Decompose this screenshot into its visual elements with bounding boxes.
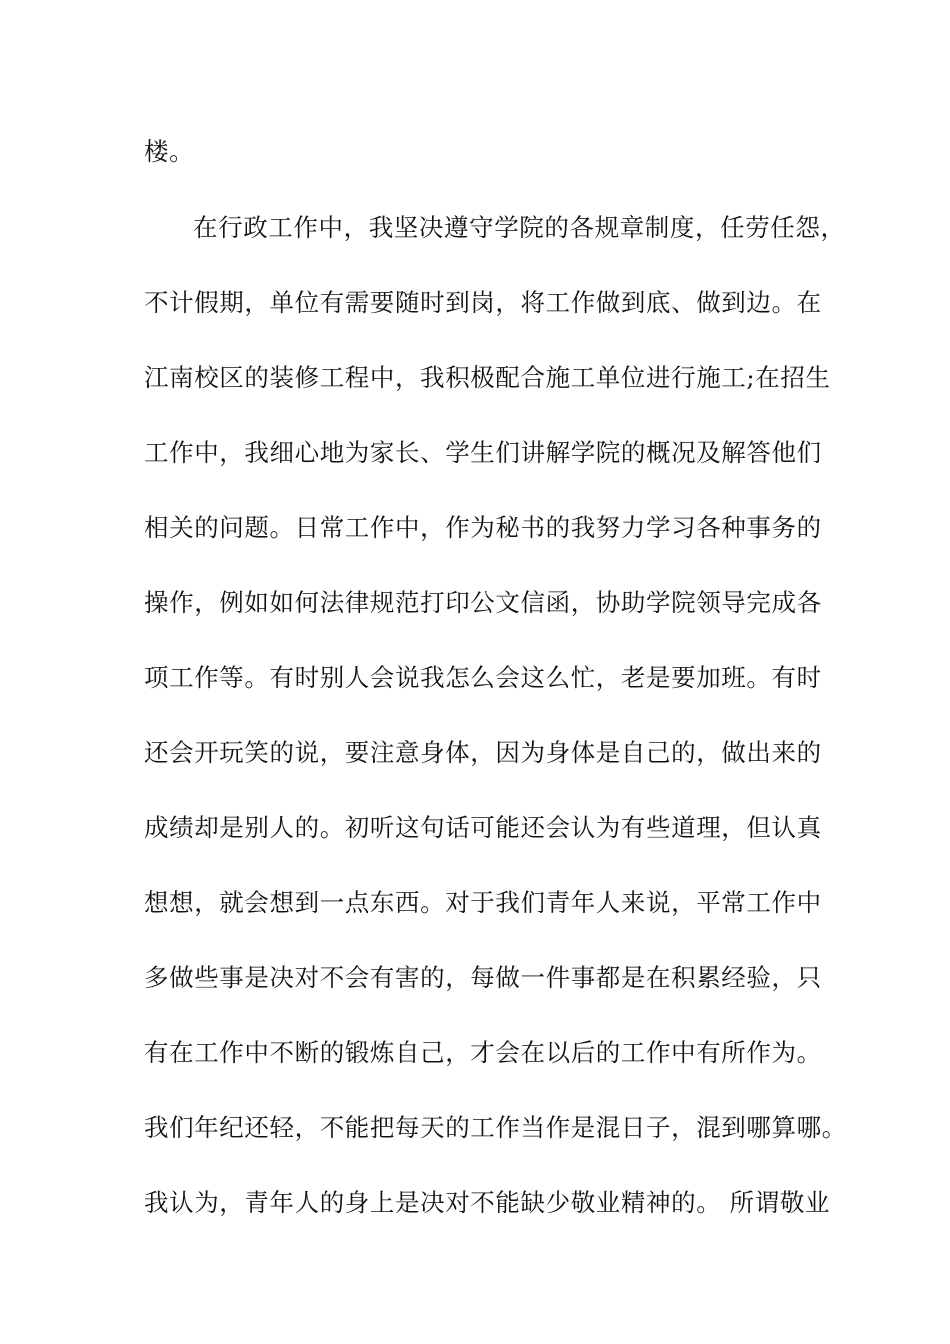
- text-line: 项工作等。有时别人会说我怎么会这么忙，老是要加班。有时: [144, 663, 822, 692]
- text-line: 成绩却是别人的。初听这句话可能还会认为有些道理，但认真: [144, 813, 822, 842]
- text-line: 相关的问题。日常工作中，作为秘书的我努力学习各种事务的: [144, 513, 822, 542]
- text-line: 江南校区的装修工程中，我积极配合施工单位进行施工;在招生: [144, 363, 831, 392]
- text-line: 有在工作中不断的锻炼自己，才会在以后的工作中有所作为。: [144, 1038, 822, 1067]
- text-line: 操作，例如如何法律规范打印公文信函，协助学院领导完成各: [144, 588, 822, 617]
- text-line: 我们年纪还轻，不能把每天的工作当作是混日子，混到哪算哪。: [144, 1113, 847, 1142]
- paragraph-first-line: 在行政工作中，我坚决遵守学院的各规章制度，任劳任怨，: [193, 213, 846, 242]
- text-line: 我认为，青年人的身上是决对不能缺少敬业精神的。 所谓敬业: [144, 1188, 831, 1217]
- text-line: 不计假期，单位有需要随时到岗，将工作做到底、做到边。在: [144, 288, 822, 317]
- text-line: 想想，就会想到一点东西。对于我们青年人来说，平常工作中: [144, 888, 822, 917]
- text-line: 工作中，我细心地为家长、学生们讲解学院的概况及解答他们: [144, 438, 822, 467]
- text-line: 多做些事是决对不会有害的，每做一件事都是在积累经验，只: [144, 963, 822, 992]
- text-line: 还会开玩笑的说，要注意身体，因为身体是自己的，做出来的: [144, 738, 822, 767]
- text-line: 楼。: [144, 137, 195, 166]
